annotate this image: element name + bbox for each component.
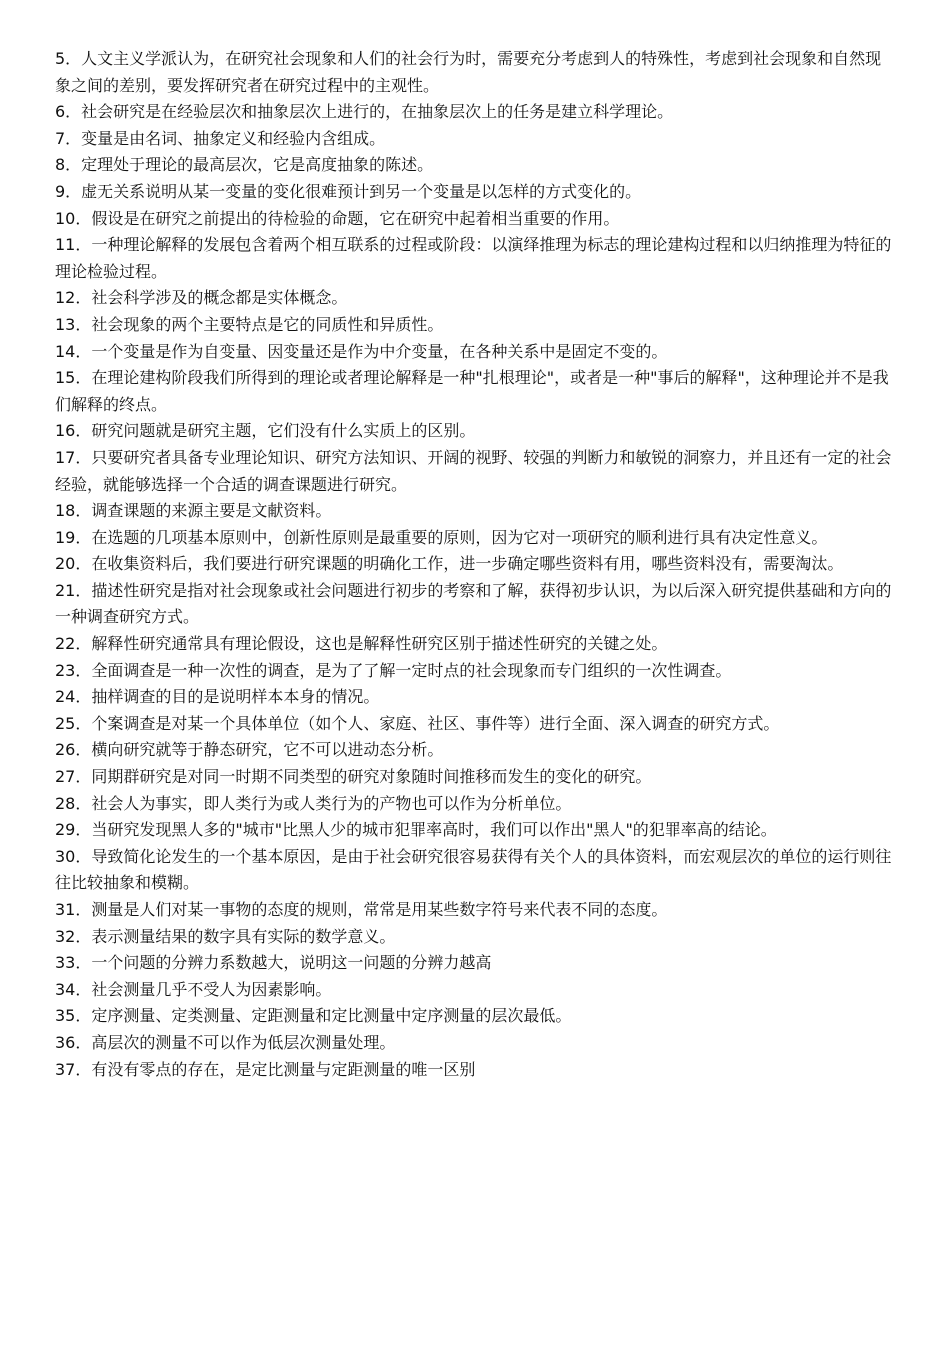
statement-5: 5．人文主义学派认为，在研究社会现象和人们的社会行为时，需要充分考虑到人的特殊性，考虑到社会现象和自然现象之间的差别，要发挥研究者在研究过程中的主观性。 xyxy=(55,49,882,95)
statement-31: 31．测量是人们对某一事物的态度的规则，常常是用某些数字符号来代表不同的态度。 xyxy=(55,900,668,919)
statement-14: 14．一个变量是作为自变量、因变量还是作为中介变量，在各种关系中是固定不变的。 xyxy=(55,341,668,361)
statement-23: 23．全面调查是一种一次性的调查，是为了了解一定时点的社会现象而专门组织的一次性调查。 xyxy=(55,660,732,680)
statement-8: 8．定理处于理论的最高层次，它是高度抽象的陈述。 xyxy=(55,155,434,175)
statement-13: 13．社会现象的两个主要特点是它的同质性和异质性。 xyxy=(55,314,444,334)
statement-34: 34．社会测量几乎不受人为因素影响。 xyxy=(55,979,332,999)
statement-36: 36．高层次的测量不可以作为低层次测量处理。 xyxy=(55,1032,396,1052)
statement-30: 30．导致简化论发生的一个基本原因，是由于社会研究很容易获得有关个人的具体资料，而宏观层次的单位的运行则往往比较抽象和模糊。 xyxy=(55,846,892,893)
statement-27: 27．同期群研究是对同一时期不同类型的研究对象随时间推移而发生的变化的研究。 xyxy=(55,767,652,787)
statement-12: 12．社会科学涉及的概念都是实体概念。 xyxy=(55,288,348,308)
statement-16: 16．研究问题就是研究主题，它们没有什么实质上的区别。 xyxy=(55,421,476,441)
document-page xyxy=(55,46,895,1083)
statement-7: 7．变量是由名词、抽象定义和经验内含组成。 xyxy=(55,128,386,148)
statement-21: 21．描述性研究是指对社会现象或社会问题进行初步的考察和了解，获得初步认识，为以后深入研究提供基础和方向的一种调查研究方式。 xyxy=(55,580,892,627)
statement-15: 15．在理论建构阶段我们所得到的理论或者理论解释是一种"扎根理论"，或者是一种"事后的解释"，这种理论并不是我们解释的终点。 xyxy=(55,368,889,414)
statement-28: 28．社会人为事实，即人类行为或人类行为的产物也可以作为分析单位。 xyxy=(55,793,572,813)
statement-24: 24．抽样调查的目的是说明样本本身的情况。 xyxy=(55,687,380,707)
statement-29: 29．当研究发现黑人多的"城市"比黑人少的城市犯罪率高时，我们可以作出"黑人"的犯罪率高的结论。 xyxy=(55,820,777,840)
statement-10: 10．假设是在研究之前提出的待检验的命题，它在研究中起着相当重要的作用。 xyxy=(55,208,620,228)
statement-6: 6．社会研究是在经验层次和抽象层次上进行的，在抽象层次上的任务是建立科学理论。 xyxy=(55,102,674,122)
statement-35: 35．定序测量、定类测量、定距测量和定比测量中定序测量的层次最低。 xyxy=(55,1006,572,1026)
statement-18: 18．调查课题的来源主要是文献资料。 xyxy=(55,501,332,521)
statement-26: 26．横向研究就等于静态研究，它不可以进动态分析。 xyxy=(55,740,444,760)
statement-33: 33．一个问题的分辨力系数越大，说明这一问题的分辨力越高 xyxy=(55,953,492,973)
statement-9: 9．虚无关系说明从某一变量的变化很难预计到另一个变量是以怎样的方式变化的。 xyxy=(55,181,642,201)
statement-11: 11．一种理论解释的发展包含着两个相互联系的过程或阶段：以演绎推理为标志的理论建构过程和以归纳推理为特征的理论检验过程。 xyxy=(55,235,892,281)
statement-17: 17．只要研究者具备专业理论知识、研究方法知识、开阔的视野、较强的判断力和敏锐的洞察力，并且还有一定的社会经验，就能够选择一个合适的调查课题进行研究。 xyxy=(55,447,892,494)
statement-37: 37．有没有零点的存在，是定比测量与定距测量的唯一区别 xyxy=(55,1059,476,1079)
statement-25: 25．个案调查是对某一个具体单位（如个人、家庭、社区、事件等）进行全面、深入调查的研究方式。 xyxy=(55,713,780,733)
statement-19: 19．在选题的几项基本原则中，创新性原则是最重要的原则，因为它对一项研究的顺利进行具有决定性意义。 xyxy=(55,527,828,547)
statement-22: 22．解释性研究通常具有理论假设，这也是解释性研究区别于描述性研究的关键之处。 xyxy=(55,634,668,654)
statement-32: 32．表示测量结果的数字具有实际的数学意义。 xyxy=(55,926,396,946)
statement-20: 20．在收集资料后，我们要进行研究课题的明确化工作，进一步确定哪些资料有用，哪些资料没有，需要淘汰。 xyxy=(55,554,844,574)
